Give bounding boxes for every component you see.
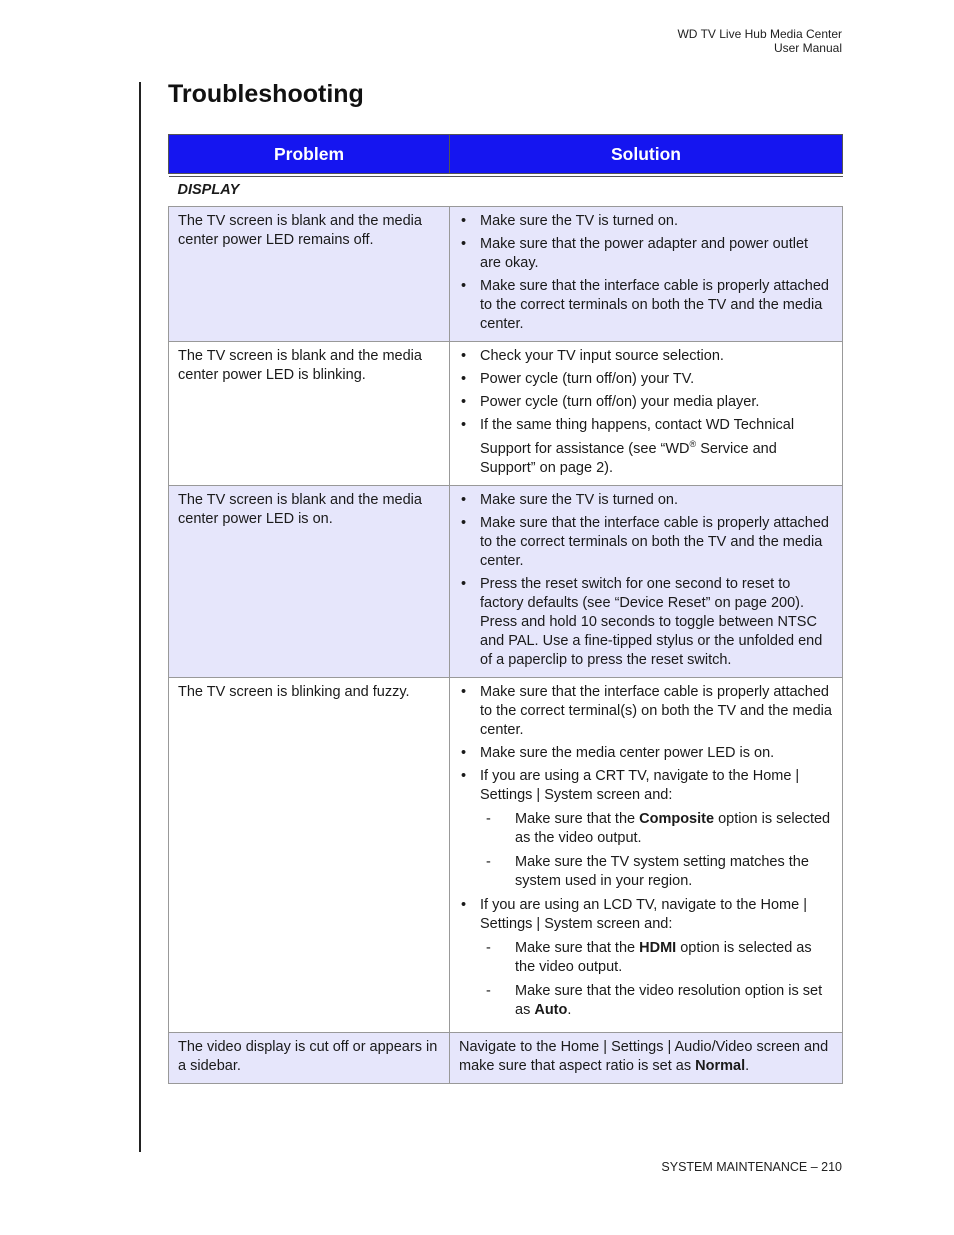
sub-item: [480, 982, 833, 1020]
problem-cell: The TV screen is blank and the media center power LED is blinking.: [169, 342, 450, 486]
solution-item: • Press the reset switch for one second to reset to factory defaults (see “Device Reset” on page 200). Press and hold 10 seconds to toggle between NTSC and PAL. Use a fine-tipped stylus or the unfolded end of a paperclip to press the reset switch.: [459, 575, 833, 670]
solution-text: .: [745, 1057, 750, 1074]
sub-text: option is selected as the video output.: [515, 810, 831, 846]
solution-cell: [450, 342, 843, 486]
solution-item: • Power cycle (turn off/on) your TV.: [459, 370, 833, 389]
sub-text: Make sure that the video resolution option is set as: [515, 982, 823, 1018]
solution-item: • Make sure that the interface cable is properly attached to the correct terminals on both the TV and the media center.: [459, 277, 833, 334]
solution-cell: [450, 1032, 843, 1083]
sub-text: option is selected as the video output.: [515, 939, 812, 975]
table-row: [169, 677, 843, 1032]
solution-text: If the same thing happens, contact WD Technical Support for assistance (see “WD: [480, 417, 795, 457]
section-row: [169, 177, 843, 207]
column-header-problem: Problem: [169, 135, 450, 174]
troubleshooting-table: [168, 134, 843, 1084]
solution-cell: [450, 207, 843, 342]
section-label: DISPLAY: [169, 177, 843, 207]
solution-item: • Make sure that the interface cable is properly attached to the correct terminals on both the TV and the media center.: [459, 514, 833, 571]
solution-item: • Make sure that the interface cable is properly attached to the correct terminal(s) on both the TV and the media center.: [459, 683, 833, 740]
sub-item: [480, 939, 833, 977]
option-name: Composite: [639, 810, 715, 827]
header-doc-type: User Manual: [773, 40, 842, 55]
solution-text: • If you are using an LCD TV, navigate to the Home | Settings | System screen and:: [480, 896, 807, 932]
margin-rule: [139, 82, 141, 1152]
header-product: WD TV Live Hub Media Center: [677, 27, 842, 41]
sub-text: Make sure that the: [515, 810, 640, 827]
solution-text: Service and Support” on page 2).: [480, 440, 777, 476]
solution-item: • Make sure that the power adapter and power outlet are okay.: [459, 235, 833, 273]
solution-item: • Make sure the TV is turned on.: [459, 491, 833, 510]
crt-sub-list: [480, 810, 833, 891]
option-name: HDMI: [639, 939, 677, 956]
document-header: [677, 28, 842, 55]
sub-item: [480, 810, 833, 848]
sub-text: Make sure the TV system setting matches the system used in your region.: [515, 853, 809, 889]
solution-list: [459, 212, 833, 334]
solution-item: • Check your TV input source selection.: [459, 347, 833, 366]
solution-item: • Make sure the media center power LED is on.: [459, 744, 833, 763]
solution-list: [459, 683, 833, 1020]
page-title: Troubleshooting: [168, 80, 364, 108]
page-footer: SYSTEM MAINTENANCE – 210: [661, 1160, 842, 1174]
sub-item: [480, 853, 833, 891]
problem-cell: The TV screen is blank and the media center power LED is on.: [169, 485, 450, 677]
solution-item: [459, 896, 833, 1020]
problem-cell: The TV screen is blank and the media center power LED remains off.: [169, 207, 450, 342]
solution-text: Navigate to the Home | Settings | Audio/Video screen and make sure that aspect ratio is set as: [459, 1038, 829, 1074]
solution-text: • If you are using a CRT TV, navigate to the Home | Settings | System screen and:: [480, 767, 800, 803]
option-name: Normal: [695, 1057, 746, 1074]
solution-list: [459, 347, 833, 478]
table-row: [169, 342, 843, 486]
solution-list: [459, 491, 833, 670]
sub-text: Make sure that the: [515, 939, 640, 956]
solution-item: [459, 767, 833, 891]
solution-cell: [450, 677, 843, 1032]
lcd-sub-list: [480, 939, 833, 1020]
option-name: Auto: [534, 1001, 568, 1018]
column-header-solution: Solution: [450, 135, 843, 174]
table-row: [169, 207, 843, 342]
problem-cell: The video display is cut off or appears in a sidebar.: [169, 1032, 450, 1083]
table-row: [169, 1032, 843, 1083]
problem-cell: The TV screen is blinking and fuzzy.: [169, 677, 450, 1032]
table-row: [169, 485, 843, 677]
sub-text: .: [567, 1001, 572, 1018]
registered-mark: ®: [689, 439, 697, 449]
solution-item: • Power cycle (turn off/on) your media player.: [459, 393, 833, 412]
solution-item: [459, 416, 833, 478]
solution-cell: [450, 485, 843, 677]
table-header-row: [169, 135, 843, 174]
solution-item: • Make sure the TV is turned on.: [459, 212, 833, 231]
